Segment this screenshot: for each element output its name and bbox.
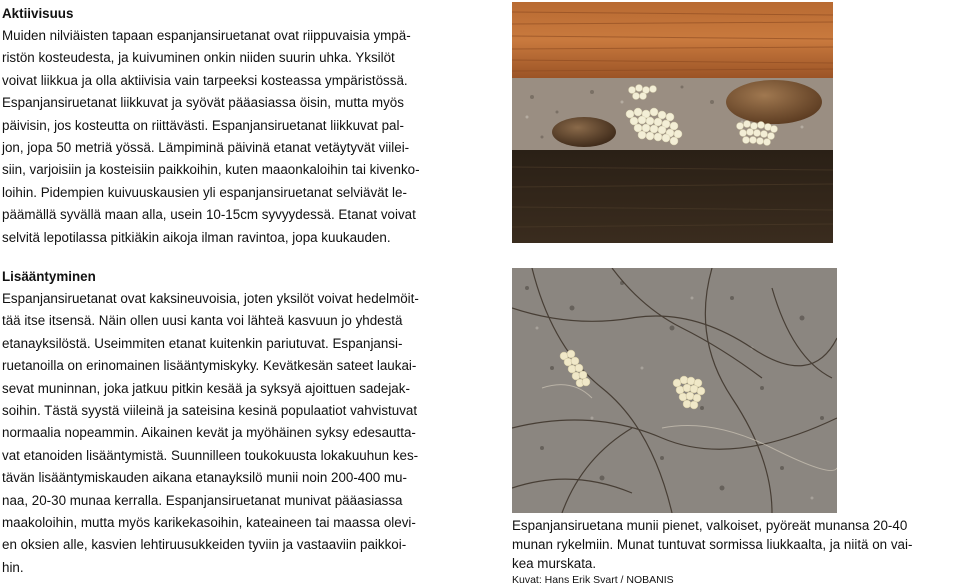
text-line: Espanjansiruetanat liikkuvat ja syövät pääasiassa öisin, mutta myös xyxy=(2,95,404,111)
text-line: voivat liikkua ja olla aktiivisia vain tarpeeksi kosteassa ympäristössä. xyxy=(2,72,408,88)
text-line: tävän lisääntymiskauden aikana etanayksilö munii noin 200-400 mu- xyxy=(2,470,407,486)
text-line: en oksien alle, kasvien lehtiruusukkeiden tyviin ja vastaaviin paikkoi- xyxy=(2,537,407,553)
text-line: Espanjansiruetanat ovat kaksineuvoisia, joten yksilöt voivat hedelmöit- xyxy=(2,291,419,306)
text-line: jon, jopa 50 metriä yössä. Lämpiminä päivinä etanat vetäytyvät viilei- xyxy=(2,140,410,156)
text-line: etanayksilöstä. Useimmiten etanat kuitenkin pariutuvat. Espanjansi- xyxy=(2,335,403,351)
text-line: ristön kosteudesta, ja kuivuminen onkin niiden suurin uhka. Yksilöt xyxy=(2,50,395,66)
reproduction-section xyxy=(2,266,502,579)
text-line: päämällä syvällä maan alla, usein 10-15cm syvyydessä. Etanat voivat xyxy=(2,207,416,223)
text-line: tää itse itsensä. Näin ollen uusi kanta voi lähteä kasvuun jo yhdestä xyxy=(2,313,403,329)
slugs-with-eggs-photo xyxy=(512,2,833,243)
text-line: maakoloihin, mutta myös karikekasoihin, kateaineen tai maassa olevi- xyxy=(2,515,416,531)
activity-heading: Aktiivisuus xyxy=(2,6,74,21)
egg-clusters-in-soil-photo xyxy=(512,268,837,513)
text-line: selvitä lepotilassa pitkiäkin aikoja ilman ravintoa, jopa kuukauden. xyxy=(2,229,391,245)
text-line: ruetanoilla on erinomainen lisääntymiskyky. Kevätkesän sateet laukai- xyxy=(2,358,417,374)
photo-caption xyxy=(512,516,960,573)
reproduction-heading: Lisääntyminen xyxy=(2,269,96,284)
text-line: Muiden nilviäisten tapaan espanjansiruetanat ovat riippuvaisia ympä- xyxy=(2,28,411,43)
text-line: soihin. Tästä syystä viileinä ja sateisina kesinä populaatiot vahvistuvat xyxy=(2,403,418,419)
text-line: normaalia nopeammin. Aikainen kevät ja myöhäinen syksy edesautta- xyxy=(2,425,416,441)
text-line: hin. xyxy=(2,559,24,575)
text-line: vat etanoiden lisääntymistä. Suunnilleen toukokuusta lokakuuhun kes- xyxy=(2,447,419,463)
photo-credit: Kuvat: Hans Erik Svart / NOBANIS xyxy=(512,574,674,586)
text-line: päivisin, jos kosteutta on riittävästi. Espanjansiruetanat liikkuvat pal- xyxy=(2,117,404,133)
text-line: siin, varjoisiin ja kosteisiin paikkoihin, kuten maaonkaloihin tai kivenko- xyxy=(2,162,420,178)
activity-section xyxy=(2,3,502,249)
text-line: loihin. Pidempien kuivuuskausien yli espanjansiruetanat selviävät le- xyxy=(2,184,407,200)
text-line: sevat muninnan, joka jatkuu pitkin kesää ja syksyä ajoittuen sadejak- xyxy=(2,380,410,396)
caption-line: kea murskata. xyxy=(512,556,597,571)
caption-line: munan rykelmiin. Munat tuntuvat sormissa liukkaalta, ja niitä on vai- xyxy=(512,537,913,552)
text-line: naa, 20-30 munaa kerralla. Espanjansiruetanat munivat pääasiassa xyxy=(2,492,403,508)
caption-line: Espanjansiruetana munii pienet, valkoiset, pyöreät munansa 20-40 xyxy=(512,518,908,533)
